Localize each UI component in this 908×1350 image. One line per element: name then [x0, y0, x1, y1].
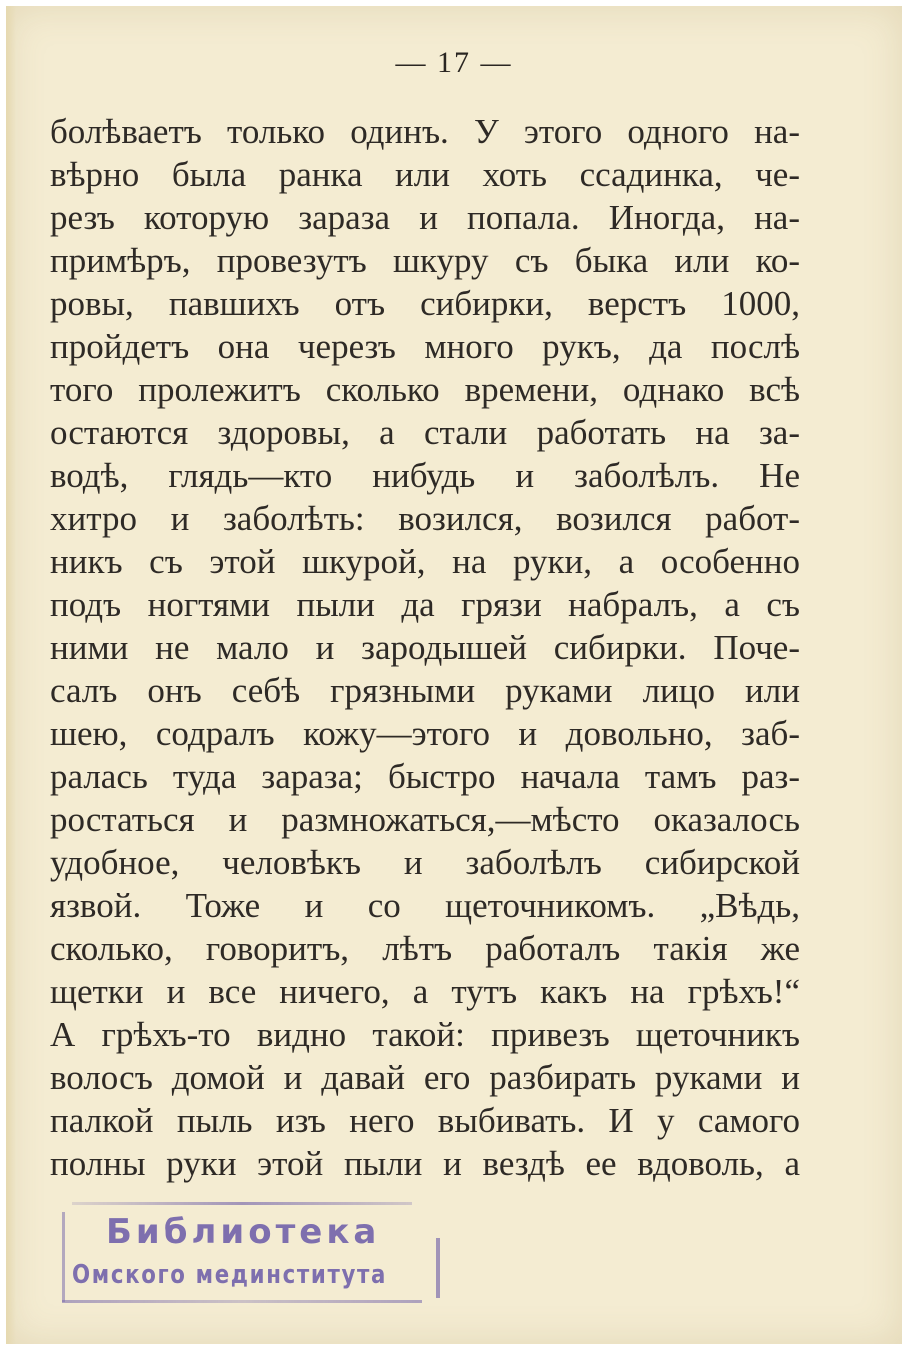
- text-line: хитро и заболѣть: возился, возился работ-: [50, 499, 800, 538]
- stamp-border-bottom: [62, 1300, 422, 1303]
- stamp-subtitle: Омского мединститута: [72, 1260, 388, 1290]
- text-line: остаются здоровы, а стали работать на за-: [50, 413, 800, 452]
- page-edge: [6, 6, 16, 1344]
- text-line: удобное, человѣкъ и заболѣлъ сибирской: [50, 843, 800, 882]
- text-line: щетки и все ничего, а тутъ какъ на грѣхъ!“: [50, 972, 800, 1011]
- stamp-border-right: [436, 1238, 440, 1298]
- text-line: ростаться и размножаться,—мѣсто оказалось: [50, 800, 800, 839]
- text-line: полны руки этой пыли и вездѣ ее вдоволь, а: [50, 1144, 800, 1183]
- text-line: сколько, говоритъ, лѣтъ работалъ такія же: [50, 929, 800, 968]
- stamp-border-top: [72, 1202, 412, 1205]
- stamp-border-left: [62, 1212, 65, 1302]
- text-line: ралась туда зараза; быстро начала тамъ раз-: [50, 757, 800, 796]
- text-line: резъ которую зараза и попала. Иногда, на-: [50, 198, 800, 237]
- text-line: болѣваетъ только одинъ. У этого одного на-: [50, 112, 800, 151]
- stamp-title: Библиотека: [106, 1212, 381, 1252]
- text-line: водѣ, глядь—кто нибудь и заболѣлъ. Не: [50, 456, 800, 495]
- text-line: язвой. Тоже и со щеточникомъ. „Вѣдь,: [50, 886, 800, 925]
- text-line: А грѣхъ-то видно такой: привезъ щеточникъ: [50, 1015, 800, 1054]
- text-line: никъ съ этой шкурой, на руки, а особенно: [50, 542, 800, 581]
- text-line: того пролежитъ сколько времени, однако всѣ: [50, 370, 800, 409]
- text-line: палкой пыль изъ него выбивать. И у самого: [50, 1101, 800, 1140]
- text-line: примѣръ, провезутъ шкуру съ быка или ко-: [50, 241, 800, 280]
- page-number: — 17 —: [395, 46, 513, 79]
- text-line: пройдетъ она черезъ много рукъ, да послѣ: [50, 327, 800, 366]
- text-line: ровы, павшихъ отъ сибирки, верстъ 1000,: [50, 284, 800, 323]
- text-line: ними не мало и зародышей сибирки. Поче-: [50, 628, 800, 667]
- body-text: [50, 110, 800, 1185]
- library-stamp: [62, 1202, 442, 1312]
- text-line: подъ ногтями пыли да грязи набралъ, а съ: [50, 585, 800, 624]
- text-line: шею, содралъ кожу—этого и довольно, заб-: [50, 714, 800, 753]
- text-line: вѣрно была ранка или хоть ссадинка, че-: [50, 155, 800, 194]
- text-line: волосъ домой и давай его разбирать руками и: [50, 1058, 800, 1097]
- book-page: [6, 6, 902, 1344]
- text-line: салъ онъ себѣ грязными руками лицо или: [50, 671, 800, 710]
